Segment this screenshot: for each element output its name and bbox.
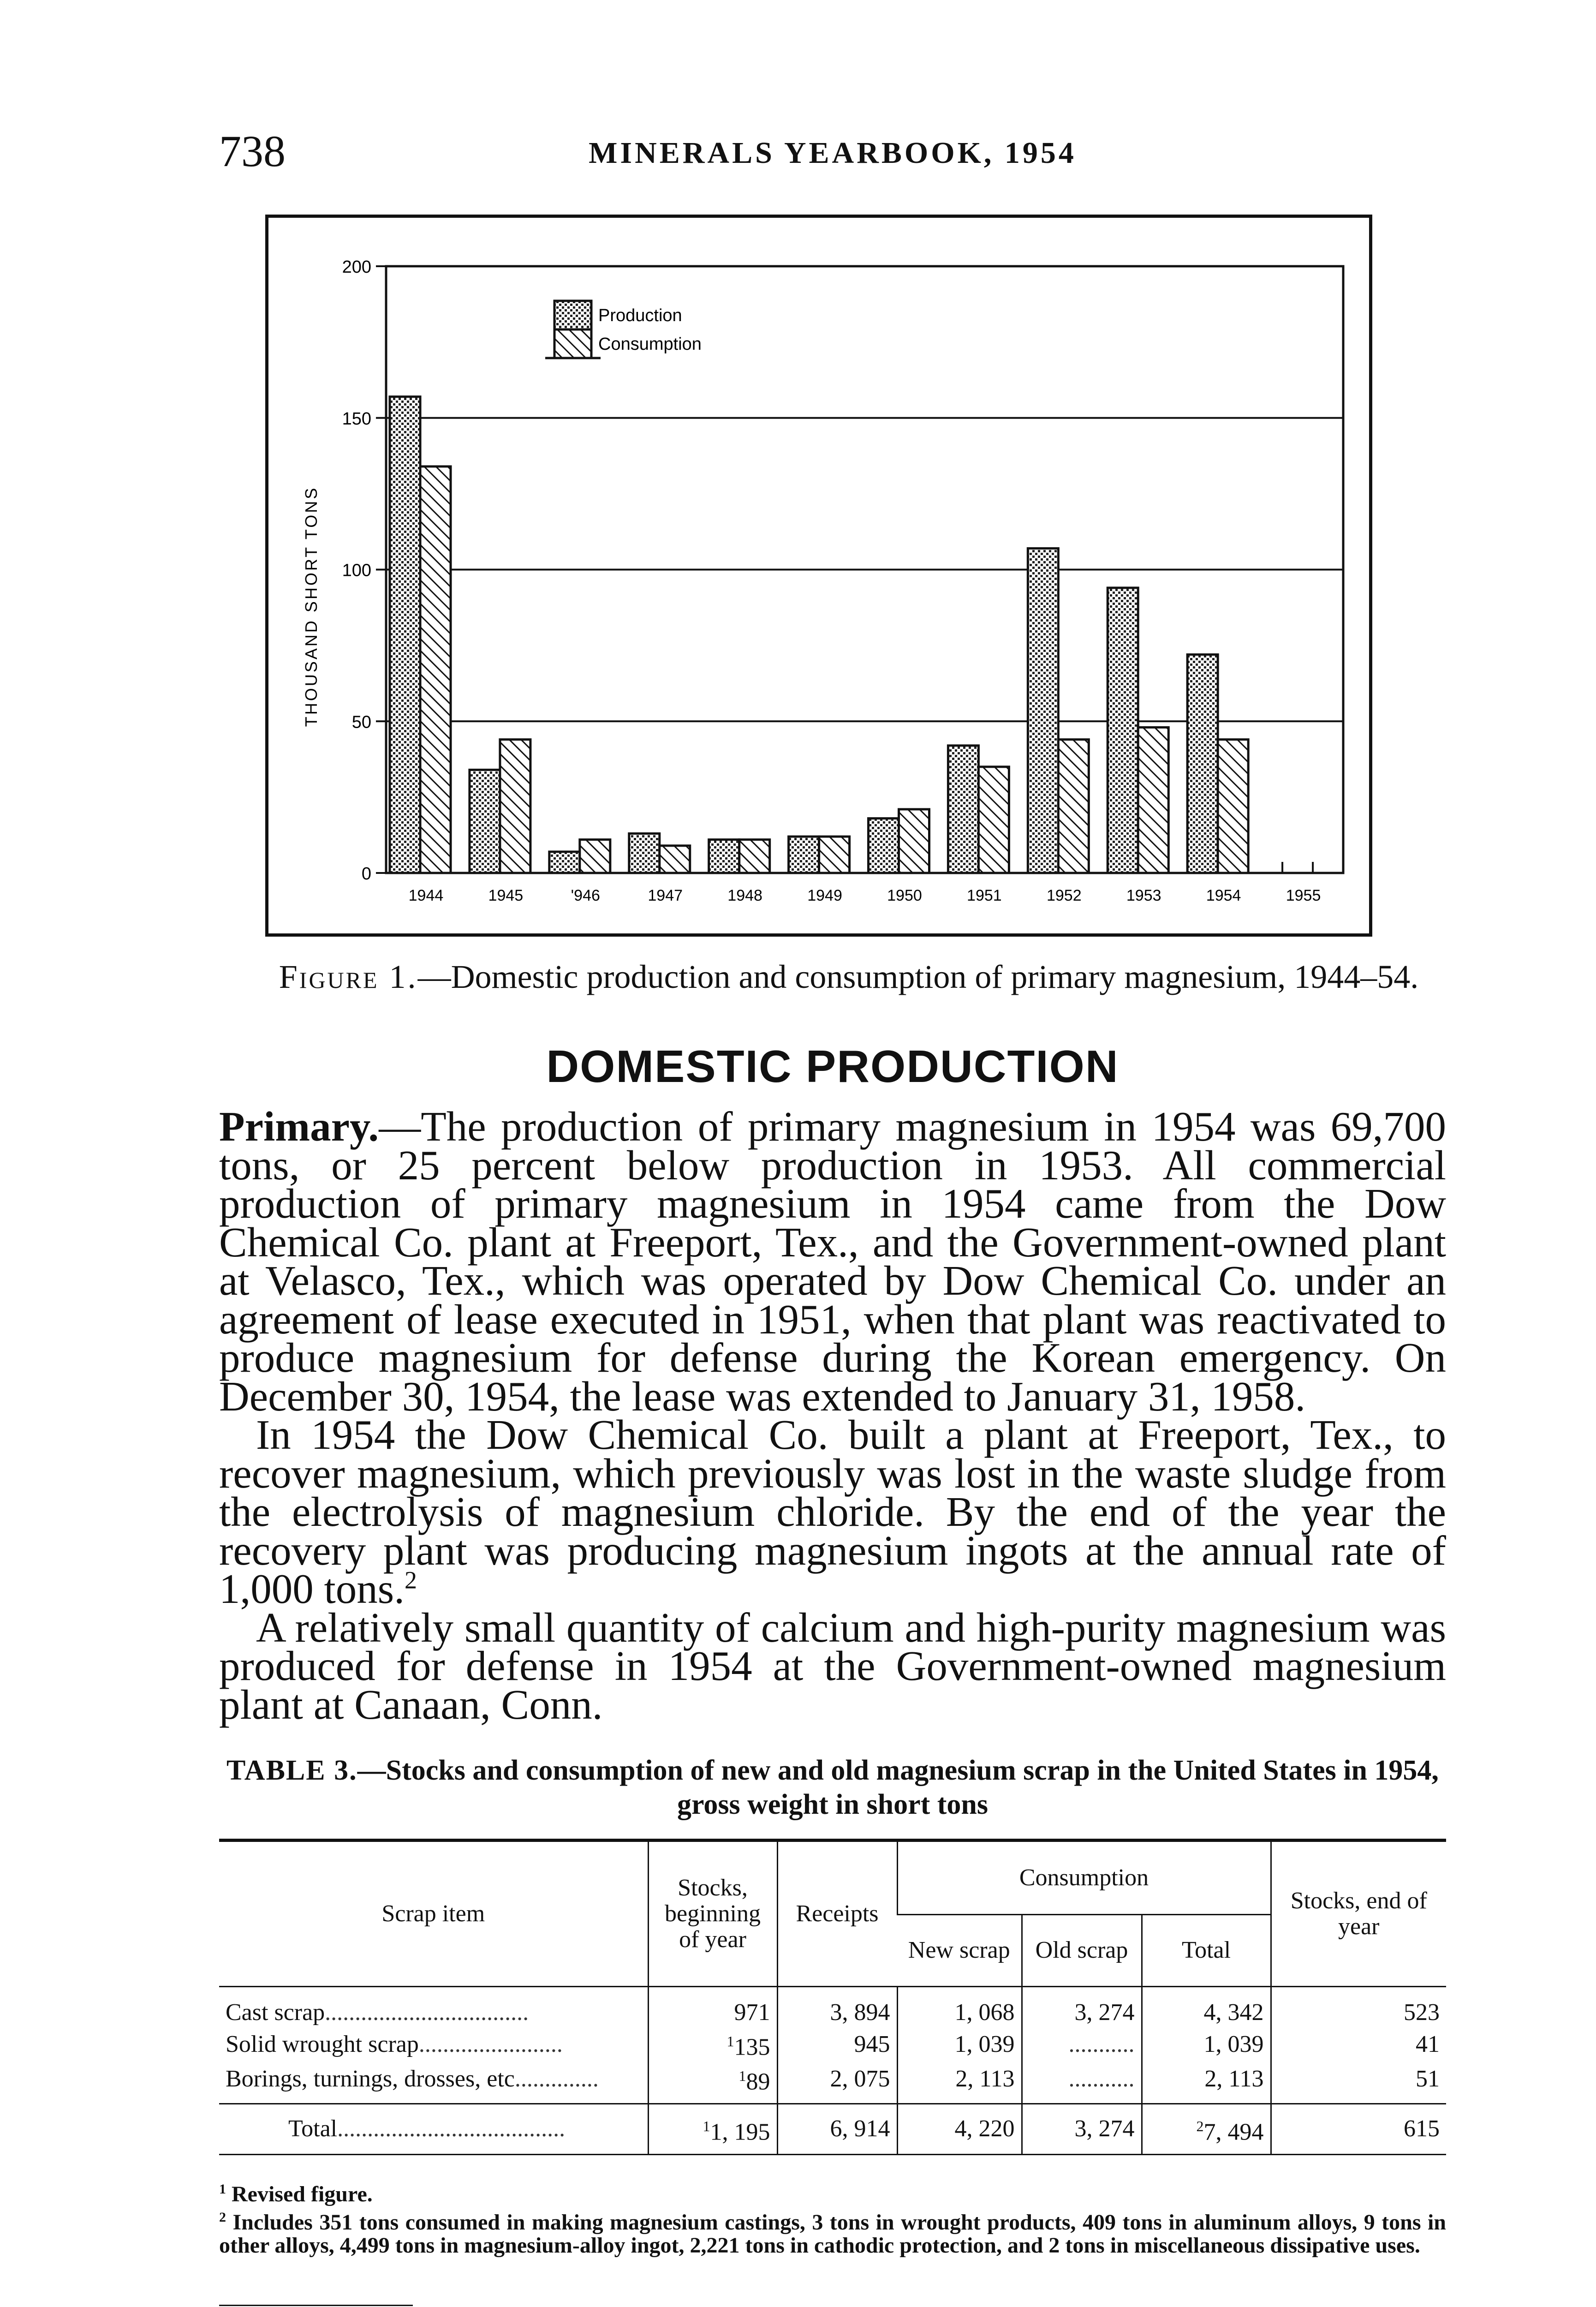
x-tick-label: 1950 — [887, 887, 922, 904]
figure-caption-label: Figure 1. — [279, 958, 418, 995]
bar-consumption — [739, 840, 770, 873]
bar-consumption — [500, 740, 530, 873]
section-heading: DOMESTIC PRODUCTION — [546, 1041, 1119, 1092]
legend-swatch — [554, 301, 591, 329]
cell: 1, 068 — [897, 1987, 1022, 2027]
body-text — [219, 1103, 1446, 1728]
y-tick-label: 100 — [342, 561, 371, 580]
bar-consumption — [580, 840, 610, 873]
cell: 3, 274 — [1022, 1987, 1142, 2027]
cell: 135 — [734, 2034, 770, 2061]
bar-consumption — [899, 809, 929, 873]
bar-consumption — [660, 846, 690, 873]
x-tick-label: 1949 — [807, 887, 842, 904]
table-total-row — [219, 2104, 1446, 2154]
header-total: Total — [1142, 1914, 1271, 1986]
leader-dots: ........... — [1068, 2031, 1135, 2057]
footnote-rule — [219, 2305, 413, 2306]
y-tick-label: 150 — [342, 409, 371, 429]
row-label: Solid wrought scrap — [226, 2031, 419, 2057]
bar-production — [390, 397, 420, 873]
cell: 3, 894 — [777, 1987, 897, 2027]
footnote-mark: 1 — [219, 2181, 226, 2197]
cell: 2, 075 — [777, 2062, 897, 2104]
cell: 51 — [1271, 2062, 1446, 2104]
footnote-2 — [219, 2206, 1446, 2257]
leader-dots: ...................................... — [337, 2116, 566, 2142]
bar-consumption — [978, 767, 1009, 873]
bar-production — [948, 746, 978, 873]
footnote-mark: 2 — [1196, 2117, 1204, 2134]
leader-dots: .................................. — [325, 1999, 529, 2026]
cell: 2, 113 — [1142, 2062, 1271, 2104]
cell: 1, 039 — [1142, 2027, 1271, 2062]
bar-consumption — [819, 837, 850, 873]
header-consumption: Consumption — [897, 1841, 1271, 1915]
footnote-mark: 2 — [219, 2210, 226, 2225]
header-receipts: Receipts — [777, 1841, 897, 1987]
leader-dots: .............. — [514, 2065, 599, 2092]
cell: 523 — [1271, 1987, 1446, 2027]
x-tick-label: 1952 — [1046, 887, 1082, 904]
bar-consumption — [1058, 740, 1089, 873]
cell: 4, 220 — [897, 2104, 1022, 2154]
bar-consumption — [1138, 727, 1168, 873]
x-tick-label: 1954 — [1206, 887, 1241, 904]
table-title — [219, 1753, 1446, 1822]
cell: 945 — [777, 2027, 897, 2062]
scrap-table — [219, 1839, 1446, 2155]
cell: 6, 914 — [777, 2104, 897, 2154]
bar-chart — [268, 218, 1369, 933]
footnote-mark: 1 — [703, 2117, 710, 2134]
legend-swatch — [554, 329, 591, 358]
row-label: Cast scrap — [226, 1999, 325, 2026]
table-title-text: —Stocks and consumption of new and old magnesium scrap in the United States in 1954, gross weight in short tons — [357, 1755, 1439, 1820]
x-tick-label: 1955 — [1286, 887, 1321, 904]
cell: 1, 039 — [897, 2027, 1022, 2062]
y-tick-label: 50 — [351, 712, 371, 732]
y-axis-label: THOUSAND SHORT TONS — [302, 486, 321, 727]
cell: 3, 274 — [1022, 2104, 1142, 2154]
x-tick-label: 1953 — [1126, 887, 1161, 904]
bar-production — [470, 770, 500, 873]
header-scrap-item: Scrap item — [219, 1841, 648, 1987]
paragraph-3-text: A relatively small quantity of calcium and high-purity magnesium was produced for defense in 1954 at the Government-owned magnesium plant at Canaan, Conn. — [219, 1604, 1446, 1728]
run-in-heading: Primary. — [219, 1103, 379, 1150]
cell: 7, 494 — [1203, 2118, 1264, 2145]
bar-production — [789, 837, 819, 873]
paragraph-2-text: In 1954 the Dow Chemical Co. built a plant at Freeport, Tex., to recover magnesium, which previously was lost in the waste sludge from the electrolysis of magnesium chloride. By the end of the year the recovery plant was producing magnesium ingots at the annual rate of 1,000 tons. — [219, 1411, 1446, 1612]
legend-label: Production — [598, 306, 682, 325]
x-tick-label: 1948 — [727, 887, 762, 904]
paragraph-1 — [219, 1103, 1446, 1420]
figure-box — [265, 215, 1372, 937]
bar-consumption — [1218, 740, 1248, 873]
footnote-1-text: Revised figure. — [232, 2182, 373, 2206]
page-number: 738 — [219, 126, 286, 176]
table-row — [219, 2062, 1446, 2104]
cell: 41 — [1271, 2027, 1446, 2062]
bar-production — [1108, 588, 1138, 873]
x-tick-label: 1951 — [967, 887, 1002, 904]
bar-production — [1028, 548, 1058, 873]
header-new-scrap: New scrap — [897, 1914, 1022, 1986]
footnote-mark: 1 — [738, 2068, 746, 2085]
x-tick-label: 1945 — [488, 887, 524, 904]
bar-consumption — [420, 466, 451, 873]
paragraph-1-text: —The production of primary magnesium in 1954 was 69,700 tons, or 25 percent below production in 1953. All commercial production of primary magnesium in 1954 came from the Dow Chemical Co. plant at Freeport, Tex., and the Government-owned plant at Velasco, Tex., which was operated by Dow Chemical Co. under an agreement of lease executed in 1951, when that plant was reactivated to produce magnesium for defense during the Korean emergency. On December 30, 1954, the lease was extended to January 31, 1958. — [219, 1103, 1446, 1420]
footnote-mark: 1 — [727, 2033, 734, 2050]
leader-dots: ........................ — [418, 2031, 563, 2057]
x-tick-label: 1944 — [408, 887, 444, 904]
paragraph-3 — [219, 1604, 1446, 1728]
cell: 1, 195 — [710, 2118, 770, 2145]
table-footnotes — [219, 2178, 1446, 2257]
legend-label: Consumption — [598, 335, 702, 354]
figure-caption-text: —Domestic production and consumption of primary magnesium, 1944–54. — [417, 958, 1419, 995]
footnote-ref: 2 — [404, 1566, 417, 1594]
x-tick-label: '946 — [571, 887, 600, 904]
row-label: Total — [288, 2116, 338, 2142]
cell: 4, 342 — [1142, 1987, 1271, 2027]
bar-production — [1187, 655, 1218, 873]
footnote-1 — [219, 2178, 1446, 2206]
running-title: MINERALS YEARBOOK, 1954 — [589, 136, 1077, 170]
x-tick-label: 1947 — [648, 887, 683, 904]
header-stocks-end: Stocks, end of year — [1271, 1841, 1446, 1987]
bar-production — [709, 840, 739, 873]
cell: 615 — [1271, 2104, 1446, 2154]
table-label: TABLE 3. — [226, 1755, 357, 1786]
table-row — [219, 1987, 1446, 2027]
table-row — [219, 2027, 1446, 2062]
header-stocks-begin: Stocks, beginning of year — [648, 1841, 777, 1987]
cell: 2, 113 — [897, 2062, 1022, 2104]
bar-production — [869, 819, 899, 873]
bar-production — [629, 834, 660, 873]
cell: 89 — [746, 2068, 770, 2095]
bar-production — [549, 852, 580, 873]
running-head — [219, 126, 1446, 181]
y-tick-label: 0 — [361, 864, 371, 884]
header-old-scrap: Old scrap — [1022, 1914, 1142, 1986]
figure-caption — [258, 957, 1439, 996]
cell: 971 — [648, 1987, 777, 2027]
y-tick-label: 200 — [342, 257, 371, 277]
footnote-2-text: Includes 351 tons consumed in making magnesium castings, 3 tons in wrought products, 409 tons in aluminum alloys, 9 tons in other alloys, 4,499 tons in magnesium-alloy ingot, 2,221 tons in cathodic protection, and 2 tons in miscellaneous dissipative uses. — [219, 2210, 1447, 2258]
leader-dots: ........... — [1068, 2065, 1135, 2092]
row-label: Borings, turnings, drosses, etc — [226, 2065, 515, 2092]
paragraph-2 — [219, 1411, 1446, 1612]
